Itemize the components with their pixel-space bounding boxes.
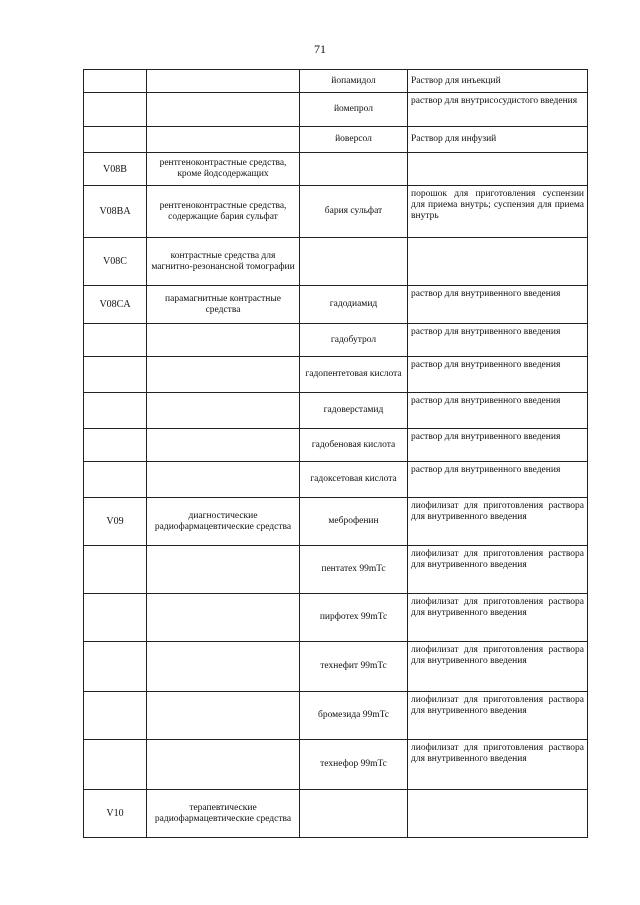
drug-name-cell: гадоксетовая кислота [300, 462, 408, 498]
pharmacological-group-cell [147, 127, 300, 153]
dosage-form-cell: Раствор для инфузий [408, 127, 588, 153]
table-row [84, 642, 588, 692]
atc-code-cell: V08B [84, 153, 147, 186]
drug-name-cell: гадобутрол [300, 324, 408, 357]
pharmacological-group-cell [147, 642, 300, 692]
pharmacological-group-cell [147, 546, 300, 594]
table-row [84, 429, 588, 462]
drug-name-cell [300, 153, 408, 186]
atc-code-cell: V08C [84, 238, 147, 286]
dosage-form-cell: раствор для внутривенного введения [408, 286, 588, 324]
drug-name-cell [300, 790, 408, 838]
drug-name-cell: гадопентетовая кислота [300, 357, 408, 393]
atc-code-cell [84, 594, 147, 642]
pharmacological-group-cell [147, 740, 300, 790]
drug-classification-table [83, 69, 588, 838]
atc-code-cell [84, 462, 147, 498]
atc-code-cell: V08CA [84, 286, 147, 324]
pharmacological-group-cell [147, 357, 300, 393]
atc-code-cell [84, 692, 147, 740]
atc-code-cell [84, 70, 147, 93]
dosage-form-cell: лиофилизат для приготовления раствора для внутривенного введения [408, 594, 588, 642]
dosage-form-cell: лиофилизат для приготовления раствора для внутривенного введения [408, 546, 588, 594]
drug-name-cell: гадодиамид [300, 286, 408, 324]
dosage-form-cell: лиофилизат для приготовления раствора для внутривенного введения [408, 642, 588, 692]
atc-code-cell [84, 642, 147, 692]
pharmacological-group-cell: парамагнитные контрастные средства [147, 286, 300, 324]
table-row [84, 186, 588, 238]
drug-name-cell: гадоверстамид [300, 393, 408, 429]
drug-name-cell: пирфотех 99mTc [300, 594, 408, 642]
atc-code-cell [84, 93, 147, 127]
dosage-form-cell [408, 238, 588, 286]
pharmacological-group-cell: терапевтические радиофармацевтические средства [147, 790, 300, 838]
pharmacological-group-cell [147, 692, 300, 740]
table-row [84, 594, 588, 642]
pharmacological-group-cell [147, 594, 300, 642]
drug-name-cell: бромезида 99mTc [300, 692, 408, 740]
dosage-form-cell: порошок для приготовления суспензии для приема внутрь; суспензия для приема внутрь [408, 186, 588, 238]
table-row [84, 790, 588, 838]
atc-code-cell [84, 357, 147, 393]
drug-name-cell: пентатех 99mTc [300, 546, 408, 594]
table-row [84, 462, 588, 498]
table-row [84, 393, 588, 429]
table-row [84, 93, 588, 127]
pharmacological-group-cell: контрастные средства для магнитно-резонансной томографии [147, 238, 300, 286]
drug-name-cell [300, 238, 408, 286]
dosage-form-cell: раствор для внутривенного введения [408, 357, 588, 393]
atc-code-cell: V08BA [84, 186, 147, 238]
dosage-form-cell: раствор для внутрисосудистого введения [408, 93, 588, 127]
pharmacological-group-cell: диагностические радиофармацевтические средства [147, 498, 300, 546]
dosage-form-cell: лиофилизат для приготовления раствора для внутривенного введения [408, 498, 588, 546]
pharmacological-group-cell [147, 324, 300, 357]
drug-name-cell: йопамидол [300, 70, 408, 93]
atc-code-cell: V09 [84, 498, 147, 546]
pharmacological-group-cell [147, 70, 300, 93]
table-row [84, 692, 588, 740]
dosage-form-cell: раствор для внутривенного введения [408, 324, 588, 357]
drug-name-cell: технефит 99mTc [300, 642, 408, 692]
dosage-form-cell [408, 790, 588, 838]
drug-name-cell: йоверсол [300, 127, 408, 153]
table-row [84, 153, 588, 186]
drug-name-cell: йомепрол [300, 93, 408, 127]
pharmacological-group-cell [147, 429, 300, 462]
table-row [84, 546, 588, 594]
drug-name-cell: меброфенин [300, 498, 408, 546]
atc-code-cell [84, 546, 147, 594]
atc-code-cell [84, 127, 147, 153]
table-row [84, 357, 588, 393]
atc-code-cell [84, 429, 147, 462]
table-row [84, 70, 588, 93]
drug-name-cell: бария сульфат [300, 186, 408, 238]
pharmacological-group-cell: рентгеноконтрастные средства, содержащие бария сульфат [147, 186, 300, 238]
atc-code-cell [84, 393, 147, 429]
dosage-form-cell [408, 153, 588, 186]
page-number: 71 [314, 42, 326, 56]
table-row [84, 286, 588, 324]
dosage-form-cell: раствор для внутривенного введения [408, 429, 588, 462]
table-row [84, 238, 588, 286]
atc-code-cell [84, 740, 147, 790]
pharmacological-group-cell: рентгеноконтрастные средства, кроме йодсодержащих [147, 153, 300, 186]
pharmacological-group-cell [147, 393, 300, 429]
dosage-form-cell: раствор для внутривенного введения [408, 462, 588, 498]
table-row [84, 740, 588, 790]
table-row [84, 498, 588, 546]
dosage-form-cell: Раствор для инъекций [408, 70, 588, 93]
dosage-form-cell: раствор для внутривенного введения [408, 393, 588, 429]
dosage-form-cell: лиофилизат для приготовления раствора для внутривенного введения [408, 692, 588, 740]
drug-name-cell: технефор 99mTc [300, 740, 408, 790]
pharmacological-group-cell [147, 462, 300, 498]
atc-code-cell: V10 [84, 790, 147, 838]
drug-name-cell: гадобеновая кислота [300, 429, 408, 462]
dosage-form-cell: лиофилизат для приготовления раствора для внутривенного введения [408, 740, 588, 790]
table-row [84, 324, 588, 357]
table-row [84, 127, 588, 153]
atc-code-cell [84, 324, 147, 357]
pharmacological-group-cell [147, 93, 300, 127]
